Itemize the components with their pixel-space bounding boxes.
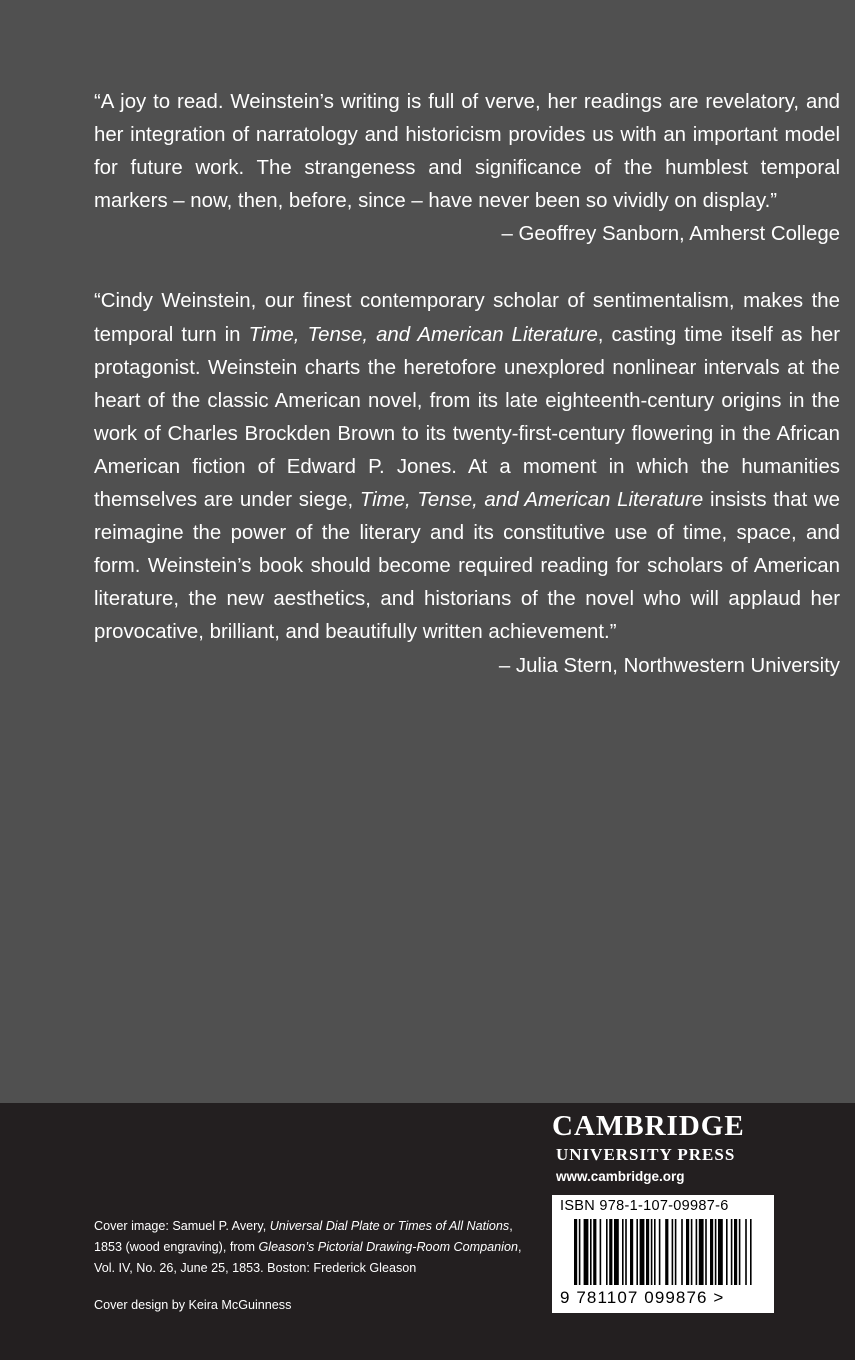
barcode-bar	[579, 1219, 581, 1285]
barcode-bar	[726, 1219, 728, 1285]
barcode-bar	[672, 1219, 674, 1285]
barcode-bar	[718, 1219, 723, 1285]
cover-design-credit: Cover design by Keira McGuinness	[94, 1298, 292, 1312]
blurb-quote-1	[94, 86, 840, 218]
barcode-bar	[574, 1219, 577, 1285]
publisher-url: www.cambridge.org	[556, 1169, 685, 1184]
quote-2-segment: Time, Tense, and American Literature	[359, 489, 704, 512]
barcode-bar	[600, 1219, 602, 1285]
quote-2-segment: insists that we reimagine the power of the literary and its constitutive use of time, space, and form. Weinstein’s book should become required reading for scholars of American literature, the new aesthetics, and historians of the novel who will applaud her provocative, brilliant, and beautifully written achievement.”	[94, 489, 841, 644]
barcode-bar	[590, 1219, 592, 1285]
blurb-attribution-2: – Julia Stern, Northwestern University	[498, 654, 840, 677]
barcode-bar	[654, 1219, 656, 1285]
barcode-bar	[651, 1219, 653, 1285]
barcode-bar	[686, 1219, 689, 1285]
cover-image-credit	[94, 1216, 524, 1279]
quote-2-segment: “Cindy Weinstein, our finest contemporary scholar of sentimentalism, makes the temporal turn in	[94, 290, 840, 346]
barcode-digits: 9 781107 099876 >	[560, 1288, 725, 1307]
barcode-bar	[675, 1219, 677, 1285]
quote-2-segment: Time, Tense, and American Literature	[248, 323, 598, 346]
publisher-subname: UNIVERSITY PRESS	[556, 1145, 736, 1164]
barcode-bar	[715, 1219, 717, 1285]
barcode-bar	[665, 1219, 668, 1285]
barcode-bar	[614, 1219, 619, 1285]
barcode-bar	[699, 1219, 704, 1285]
barcode-bar	[630, 1219, 633, 1285]
barcode-bar	[636, 1219, 638, 1285]
barcode-bar	[705, 1219, 707, 1285]
barcode-bar	[745, 1219, 747, 1285]
credit-segment: Gleason’s Pictorial Drawing-Room Companion	[258, 1240, 518, 1254]
barcode-bar	[710, 1219, 713, 1285]
publisher-name: CAMBRIDGE	[552, 1110, 745, 1142]
barcode-bar	[640, 1219, 645, 1285]
barcode-bar	[646, 1219, 649, 1285]
barcode-bar	[659, 1219, 661, 1285]
barcode-bar	[593, 1219, 596, 1285]
credit-segment: Universal Dial Plate or Times of All Nations	[269, 1219, 510, 1233]
isbn-label: ISBN 978-1-107-09987-6	[560, 1198, 729, 1214]
credit-segment: Cover image: Samuel P. Avery,	[94, 1219, 270, 1233]
quote-1-segment: “A joy to read. Weinstein’s writing is full of verve, her readings are revelatory, and her integration of narratology and historicism provides us with an important model for future work. The strangeness and significance of the humblest temporal markers – now, then, before, since – have never been so vividly on display.”	[94, 91, 840, 213]
credit-segment: , 1853 (wood engraving), from	[94, 1219, 513, 1254]
blurbs	[94, 86, 840, 683]
barcode-bar	[625, 1219, 627, 1285]
isbn-barcode	[552, 1195, 774, 1313]
barcode-bar	[739, 1219, 741, 1285]
credit-segment: , Vol. IV, No. 26, June 25, 1853. Boston: Frederick Gleason	[94, 1240, 522, 1275]
barcode-bar	[681, 1219, 683, 1285]
barcode-bar	[696, 1219, 698, 1285]
barcode-bar	[609, 1219, 612, 1285]
barcode-bar	[691, 1219, 693, 1285]
barcode-bar	[731, 1219, 733, 1285]
barcode-bar	[584, 1219, 589, 1285]
barcode-bar	[734, 1219, 737, 1285]
barcode-bar	[606, 1219, 608, 1285]
barcode-bar	[622, 1219, 624, 1285]
blurb-attribution-1: – Geoffrey Sanborn, Amherst College	[501, 223, 840, 246]
barcode-bar	[750, 1219, 752, 1285]
blurb-quote-2	[94, 285, 840, 649]
quote-2-segment: , casting time itself as her protagonist. Weinstein charts the heretofore unexplored nonlinear intervals at the heart of the classic American novel, from its late eighteenth-century origins in the work of Charles Brockden Brown to its twenty-first-century flowering in the African American fiction of Edward P. Jones. At a moment in which the humanities themselves are under siege,	[94, 323, 840, 512]
